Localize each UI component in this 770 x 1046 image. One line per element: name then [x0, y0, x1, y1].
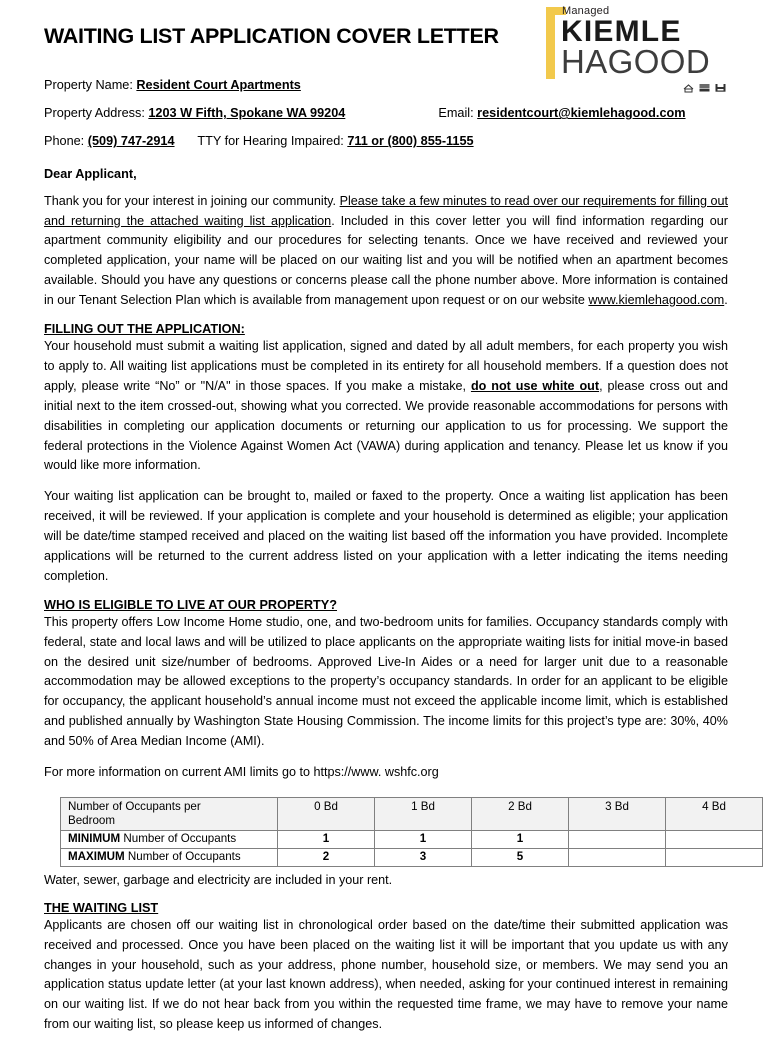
table-cell-min-3bd	[569, 830, 666, 848]
document-content	[44, 0, 728, 1046]
table-cell-max-4bd	[666, 848, 763, 866]
intro-paragraph	[44, 192, 728, 311]
logo-accent-bar	[546, 7, 555, 79]
intro-text-part2: . Included in this cover letter you will find information regarding our apartment community eligibility and our procedures for selecting tenants. Once we have received and reviewed your completed application, your name will be placed on our waiting list and you will be notified when an apartment becomes available. Should you have any questions or concerns please call the phone number above. More information is contained in our Tenant Selection Plan which is available from management upon request or on our website	[44, 213, 728, 308]
table-header-row	[61, 797, 763, 830]
maximum-label-rest: Number of Occupants	[124, 849, 241, 863]
property-address-value: 1203 W Fifth, Spokane WA 99204	[148, 106, 346, 121]
property-phone-label: Phone:	[44, 134, 85, 149]
table-cell-min-2bd: 1	[472, 830, 569, 848]
handicap-accessible-icon	[715, 83, 726, 93]
table-header-col-3bd: 3 Bd	[569, 797, 666, 830]
do-not-use-white-out-emphasis: do not use white out	[470, 378, 600, 393]
table-header-col-0bd: 0 Bd	[278, 797, 375, 830]
document-header	[44, 0, 728, 78]
maximum-label-bold: MAXIMUM	[68, 849, 125, 863]
waiting-list-paragraph: Applicants are chosen off our waiting list in chronological order based on the date/time their submitted application was received and processed. Once you have been placed on the waiting list it will be important that you update us with any changes in your household, such as your address, phone number, household size, or members. We may send you an application status update letter (at your last known address), when needed, asking for your continued interest in remaining on our waiting list. If we do not hear back from you within the requested time frame, we may have to remove your name from our waiting list, so please keep us informed of changes.	[44, 917, 728, 1032]
table-header-first-cell	[61, 797, 278, 830]
table-header-col-1bd: 1 Bd	[375, 797, 472, 830]
salutation: Dear Applicant,	[44, 166, 137, 181]
property-name-label: Property Name:	[44, 78, 133, 92]
occupancy-standards-table-wrapper	[60, 797, 726, 867]
logo-kiemle-text: KIEMLE	[561, 15, 682, 48]
table-row	[61, 830, 763, 848]
table-cell-max-1bd: 3	[375, 848, 472, 866]
utilities-note: Water, sewer, garbage and electricity are included in your rent.	[44, 872, 393, 887]
table-cell-max-0bd: 2	[278, 848, 375, 866]
table-cell-max-2bd: 5	[472, 848, 569, 866]
logo-hagood-text: HAGOOD	[561, 43, 711, 80]
table-cell-max-3bd	[569, 848, 666, 866]
table-header-line2: Bedroom	[68, 814, 116, 828]
property-tty-value: 711 or (800) 855-1155	[347, 134, 474, 149]
property-phone-line	[44, 134, 728, 149]
intro-text-part1: Thank you for your interest in joining our community.	[44, 193, 340, 208]
table-row-label-minimum	[61, 830, 278, 848]
kiemle-hagood-logo	[546, 5, 728, 97]
property-tty-label: TTY for Hearing Impaired:	[197, 134, 344, 149]
equal-housing-opportunity-icon	[683, 83, 694, 93]
logo-managed-label: Managed	[562, 5, 610, 17]
table-cell-min-4bd	[666, 830, 763, 848]
table-row-label-maximum	[61, 848, 278, 866]
table-header-col-2bd: 2 Bd	[472, 797, 569, 830]
intro-text-part3: .	[724, 293, 728, 308]
company-website-link[interactable]: www.kiemlehagood.com	[588, 293, 725, 308]
property-address-label: Property Address:	[44, 106, 145, 121]
table-cell-min-1bd: 1	[375, 830, 472, 848]
table-header-col-4bd: 4 Bd	[666, 797, 763, 830]
submission-paragraph: Your waiting list application can be brought to, mailed or faxed to the property. Once a waiting list application has been received, it will be reviewed. If your application is complete and your household is determined as eligible; your application will be date/time stamped received and placed on the waiting list based off the information you have provided. Incomplete applications will be returned to the current address listed on your application with a letter indicating the items needing completion.	[44, 489, 728, 583]
section-heading-filling-out: FILLING OUT THE APPLICATION:	[44, 322, 245, 337]
table-cell-min-0bd: 1	[278, 830, 375, 848]
table-row	[61, 848, 763, 866]
ami-link-paragraph	[44, 763, 728, 783]
minimum-label-rest: Number of Occupants	[120, 831, 237, 845]
property-address-line	[44, 106, 728, 121]
section-heading-eligibility: WHO IS ELIGIBLE TO LIVE AT OUR PROPERTY?	[44, 597, 338, 612]
ami-link-text: For more information on current AMI limits go to	[44, 764, 314, 779]
occupancy-standards-table	[60, 797, 763, 867]
intro-underlined-emphasis: Please take a few minutes to read over our requirements for filling out and returning the attached waiting list application	[44, 193, 729, 228]
filling-out-paragraph	[44, 337, 728, 476]
accessibility-icon	[699, 83, 710, 93]
eligibility-paragraph: This property offers Low Income Home studio, one, and two-bedroom units for families. Occupancy standards comply with federal, state and local laws and will be utilized to place applicants on the appropriate waiting lists for initial move-in based on the desired unit size/number of bedrooms. Approved Live-In Aides or a need for larger unit due to a reasonable accommodation may be allowed exceptions to the property’s occupancy standards. In order for an applicant to be eligible for occupancy, the applicant household’s annual income must not exceed the applicable income limit, which is established and published annually by Washington State Housing Commission. The income limits for this project’s type are: 30%, 40% and 50% of Area Median Income (AMI).	[44, 614, 728, 749]
property-email-value[interactable]: residentcourt@kiemlehagood.com	[477, 106, 686, 121]
section-heading-waiting-list: THE WAITING LIST	[44, 900, 159, 915]
table-header-line1: Number of Occupants per	[68, 799, 201, 813]
minimum-label-bold: MINIMUM	[68, 831, 121, 845]
property-phone-value: (509) 747-2914	[87, 134, 175, 149]
property-email-label: Email:	[438, 106, 474, 121]
filling-out-text-part2: , please cross out and initial next to the item crossed-out, showing what you corrected. We provide reasonable accommodations for persons with disabilities in completing our application documents or returning our application to us for processing. We support the federal protections in the Violence Against Women Act (VAWA) during application and tenancy. Please let us know if you would like more information.	[44, 378, 728, 473]
filling-out-text-part1: Your household must submit a waiting list application, signed and dated by all adult members, for each property you wish to apply to. All waiting list applications must be completed in its entirety for all household members. If a question does not apply, please write “No” or "N/A" in those spaces. If you make a mistake,	[44, 339, 728, 393]
page-title: WAITING LIST APPLICATION COVER LETTER	[44, 24, 499, 48]
wshfc-website-link[interactable]: https://www. wshfc.org	[313, 764, 439, 779]
logo-compliance-icons	[683, 83, 726, 93]
property-name-value: Resident Court Apartments	[136, 78, 301, 92]
